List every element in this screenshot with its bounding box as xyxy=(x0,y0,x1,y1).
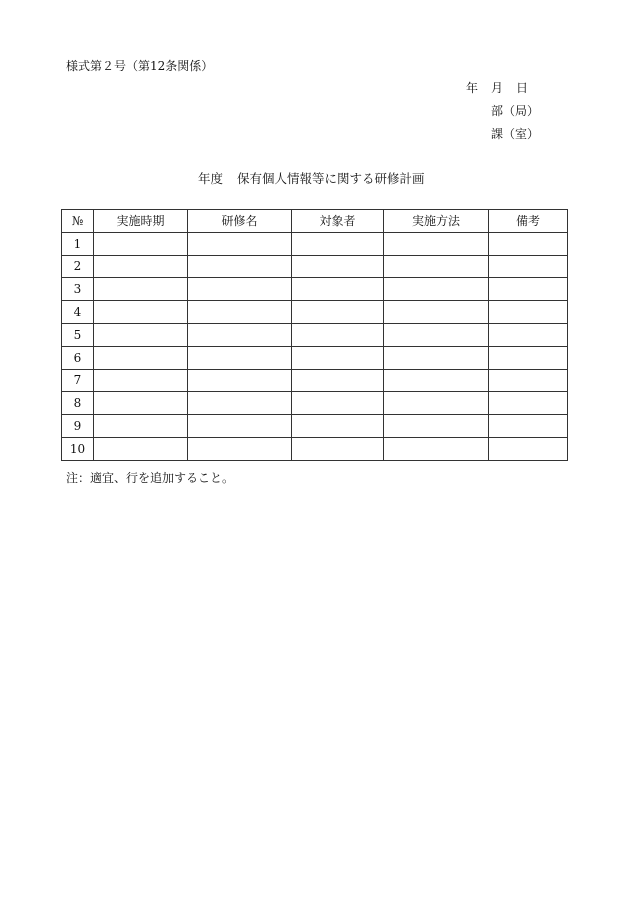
cell-implementation-period[interactable] xyxy=(94,437,188,460)
table-row xyxy=(62,278,568,301)
cell-implementation-period[interactable] xyxy=(94,369,188,392)
cell-implementation-period[interactable] xyxy=(94,392,188,415)
cell-remarks[interactable] xyxy=(489,278,568,301)
date-line xyxy=(466,79,536,96)
title-year-prefix: 年度 xyxy=(198,171,224,186)
department-bureau-label: 部（局） xyxy=(491,104,540,118)
cell-remarks[interactable] xyxy=(489,369,568,392)
header-implementation-method: 実施方法 xyxy=(384,210,489,233)
header-implementation-period: 実施時期 xyxy=(94,210,188,233)
cell-target-audience[interactable] xyxy=(292,369,384,392)
document-title xyxy=(198,169,425,187)
cell-training-name[interactable] xyxy=(188,346,292,369)
row-number: 6 xyxy=(62,346,94,369)
row-number: 10 xyxy=(62,437,94,460)
cell-training-name[interactable] xyxy=(188,278,292,301)
table-row xyxy=(62,255,568,278)
cell-training-name[interactable] xyxy=(188,232,292,255)
header-remarks: 備考 xyxy=(489,210,568,233)
row-number: 3 xyxy=(62,278,94,301)
table-row xyxy=(62,232,568,255)
cell-implementation-method[interactable] xyxy=(384,437,489,460)
cell-target-audience[interactable] xyxy=(292,415,384,438)
header-target-audience: 対象者 xyxy=(292,210,384,233)
row-number: 1 xyxy=(62,232,94,255)
cell-remarks[interactable] xyxy=(489,392,568,415)
row-number: 5 xyxy=(62,323,94,346)
cell-target-audience[interactable] xyxy=(292,278,384,301)
cell-implementation-method[interactable] xyxy=(384,415,489,438)
row-number: 4 xyxy=(62,301,94,324)
cell-implementation-method[interactable] xyxy=(384,323,489,346)
cell-implementation-period[interactable] xyxy=(94,278,188,301)
training-plan-table xyxy=(61,209,568,461)
cell-target-audience[interactable] xyxy=(292,323,384,346)
cell-implementation-period[interactable] xyxy=(94,232,188,255)
cell-implementation-method[interactable] xyxy=(384,232,489,255)
cell-training-name[interactable] xyxy=(188,255,292,278)
table-row xyxy=(62,369,568,392)
form-number: 様式第２号（第12条関係） xyxy=(66,59,214,73)
cell-implementation-period[interactable] xyxy=(94,323,188,346)
cell-implementation-period[interactable] xyxy=(94,415,188,438)
table-row xyxy=(62,415,568,438)
table-header-row xyxy=(62,210,568,233)
cell-implementation-period[interactable] xyxy=(94,346,188,369)
cell-target-audience[interactable] xyxy=(292,301,384,324)
cell-remarks[interactable] xyxy=(489,323,568,346)
table-row xyxy=(62,437,568,460)
department-section-label: 課（室） xyxy=(491,127,540,141)
cell-implementation-method[interactable] xyxy=(384,278,489,301)
row-number: 7 xyxy=(62,369,94,392)
cell-implementation-method[interactable] xyxy=(384,392,489,415)
cell-remarks[interactable] xyxy=(489,346,568,369)
title-text: 保有個人情報等に関する研修計画 xyxy=(237,171,425,186)
cell-remarks[interactable] xyxy=(489,437,568,460)
table-row xyxy=(62,392,568,415)
cell-remarks[interactable] xyxy=(489,255,568,278)
cell-training-name[interactable] xyxy=(188,415,292,438)
row-number: 2 xyxy=(62,255,94,278)
cell-training-name[interactable] xyxy=(188,301,292,324)
cell-target-audience[interactable] xyxy=(292,232,384,255)
header-no: № xyxy=(62,210,94,233)
header-training-name: 研修名 xyxy=(188,210,292,233)
cell-target-audience[interactable] xyxy=(292,437,384,460)
cell-training-name[interactable] xyxy=(188,392,292,415)
date-month-label: 月 xyxy=(491,81,504,95)
cell-implementation-method[interactable] xyxy=(384,255,489,278)
cell-remarks[interactable] xyxy=(489,415,568,438)
table-row xyxy=(62,346,568,369)
cell-target-audience[interactable] xyxy=(292,392,384,415)
table-row xyxy=(62,301,568,324)
date-year-label: 年 xyxy=(466,81,479,95)
table-row xyxy=(62,323,568,346)
cell-training-name[interactable] xyxy=(188,323,292,346)
cell-training-name[interactable] xyxy=(188,369,292,392)
row-number: 9 xyxy=(62,415,94,438)
row-number: 8 xyxy=(62,392,94,415)
cell-implementation-method[interactable] xyxy=(384,301,489,324)
cell-implementation-period[interactable] xyxy=(94,301,188,324)
cell-target-audience[interactable] xyxy=(292,255,384,278)
cell-implementation-period[interactable] xyxy=(94,255,188,278)
cell-target-audience[interactable] xyxy=(292,346,384,369)
date-day-label: 日 xyxy=(516,81,529,95)
footnote: 注：適宜、行を追加すること。 xyxy=(66,471,235,485)
cell-remarks[interactable] xyxy=(489,301,568,324)
cell-training-name[interactable] xyxy=(188,437,292,460)
cell-remarks[interactable] xyxy=(489,232,568,255)
cell-implementation-method[interactable] xyxy=(384,346,489,369)
cell-implementation-method[interactable] xyxy=(384,369,489,392)
